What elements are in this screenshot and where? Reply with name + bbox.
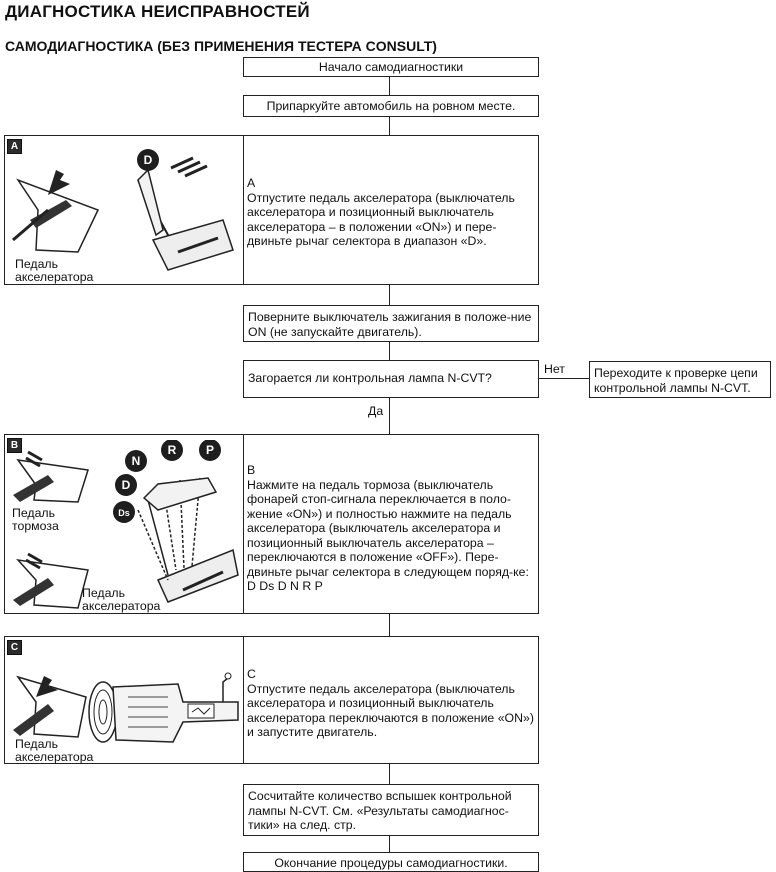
caption-line: Педаль [15,257,59,271]
caption-line: Педаль [15,737,59,751]
question-box [243,360,539,398]
step-c-caption [15,738,93,764]
connector [389,398,390,434]
connector [389,764,390,784]
no-label: Нет [544,362,565,376]
step-a-text [247,176,535,249]
step-a-caption [15,258,93,284]
page-subtitle: САМОДИАГНОСТИКА (БЕЗ ПРИМЕНЕНИЯ ТЕСТЕРА CONSULT) [5,38,437,54]
no-connector [539,378,589,379]
yes-label: Да [368,404,384,418]
end-box [243,852,539,872]
park-text: Припаркуйте автомобиль на ровном месте. [266,99,516,113]
gear-ds-label: Ds [118,508,130,518]
step-a-tag: A [7,139,22,154]
step-b-instructions: Нажмите на педаль тормоза (выключатель фонарей стоп-сигнала переключается в поло-жение «ON») и полностью нажмите на педаль акселератора (выключатель акселератора и позиционный выключатель акселератора – переключаются в положение «OFF»). Пере-двиньте рычаг селектора в следующем поряд-ке: D Ds D N R P [247,477,529,593]
park-box [243,95,539,117]
gear-d-label: D [143,153,153,167]
caption-line: тормоза [12,519,59,533]
step-a-instructions: Отпустите педаль акселератора (выключатель акселератора и позиционный выключатель акселератора – в положении «ON») и пере-двиньте рычаг селектора в диапазон «D». [247,190,515,248]
step-c-letter: C [247,667,256,681]
connector [389,77,390,95]
step-a-divider [243,136,244,284]
count-box [243,784,539,836]
caption-line: акселератора [15,750,94,764]
connector [389,614,390,636]
step-a-letter: A [247,176,256,190]
step-c-instructions: Отпустите педаль акселератора (выключатель акселератора и позиционный выключатель акселератора переключаются в положение «ON») и запустите двигатель. [247,681,534,739]
step-c-tag: C [7,640,22,655]
gear-d-label: D [121,478,131,492]
step-b-tag: B [7,438,22,453]
connector [389,836,390,852]
connector [389,117,390,135]
step-c-divider [243,637,244,763]
count-text: Сосчитайте количество вспышек контрольной лампы N-CVT. См. «Результаты самодиагнос-тики» на след. стр. [248,789,512,832]
caption-line: акселератора [82,599,161,613]
step-b-letter: B [247,463,256,477]
ignition-box [243,305,539,342]
start-box [243,57,539,77]
connector [389,342,390,360]
no-result-box [589,361,771,398]
gear-n-label: N [131,454,141,468]
step-c-text [247,667,535,740]
step-b-brake-caption [12,507,59,533]
step-b-text [247,463,535,594]
end-text: Окончание процедуры самодиагностики. [274,856,508,870]
gear-p-label: P [205,443,215,457]
caption-line: Педаль [12,506,56,520]
step-b-accel-caption [82,587,160,613]
caption-line: акселератора [15,270,94,284]
gear-r-label: R [167,443,177,457]
start-text: Начало самодиагностики [318,60,464,74]
question-text: Загорается ли контрольная лампа N-CVT? [248,371,492,385]
page-title: ДИАГНОСТИКА НЕИСПРАВНОСТЕЙ [5,2,310,21]
ignition-text: Поверните выключатель зажигания в положе-ние ON (не запускайте двигатель). [248,310,532,339]
step-b-divider [243,435,244,613]
caption-line: Педаль [82,586,126,600]
connector [389,285,390,305]
no-result-text: Переходите к проверке цепи контрольной лампы N-CVT. [594,366,758,395]
